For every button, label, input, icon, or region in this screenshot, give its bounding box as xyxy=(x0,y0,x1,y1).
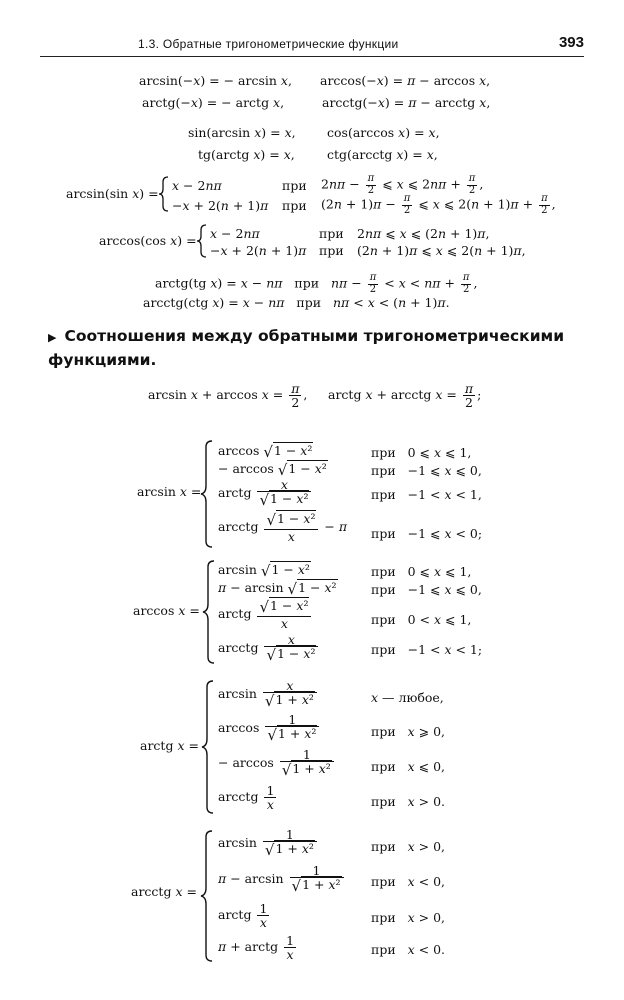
case-condition: при −1 ⩽ x ⩽ 0, xyxy=(371,582,482,597)
case-row: π − arcsin $\frac{1}{\text{√1 + x²}}$ xyxy=(218,864,346,895)
left-brace-icon xyxy=(158,176,170,212)
left-brace-icon xyxy=(202,560,216,664)
case-row: π − arcsin √1 − x² xyxy=(218,580,337,598)
page-number: 393 xyxy=(558,34,584,51)
case-row: arcsin $\frac{1}{\text{√1 + x²}}$ xyxy=(218,828,319,859)
case-row: arcsin √1 − x² xyxy=(218,562,310,580)
case-condition: (2n + 1)π ⩽ x ⩽ 2(n + 1)π, xyxy=(357,243,526,258)
case-row: arccos $\frac{1}{\text{√1 + x²}}$ xyxy=(218,713,321,744)
case-row: − arccos √1 − x² xyxy=(218,461,327,479)
case-condition: при x ⩾ 0, xyxy=(371,724,446,739)
case-row: arcctg $\frac{x}{\text{√1 − x²}}$ xyxy=(218,633,320,664)
formula-arcsin-plus-arccos: arcsin x + arccos x = $\frac{\pi}{2}$ , xyxy=(148,381,308,411)
case-condition: x — любое, xyxy=(371,690,444,705)
case-condition: при 0 ⩽ x ⩽ 1, xyxy=(371,445,472,460)
case-condition: при x > 0. xyxy=(371,794,446,809)
formula-arctg-tg: arctg(tg x) = x − nπ при nπ − $\frac{\pi}{2}$ < x < nπ + $\frac{\pi}{2}$ , xyxy=(155,272,478,295)
case-condition: при x > 0, xyxy=(371,839,446,854)
case-row: arctg $\frac{x}{\text{√1 − x²}}$ xyxy=(218,478,313,509)
section-heading-text: Соотношения между обратными тригонометрическими функциями. xyxy=(48,327,565,369)
case-condition: 2nπ − $\frac{\pi}{2}$ ⩽ x ⩽ 2nπ + $\frac{\pi}{2}$ , xyxy=(321,173,484,196)
case-condition: при −1 < x < 1, xyxy=(371,487,482,502)
case-condition: (2n + 1)π − $\frac{\pi}{2}$ ⩽ x ⩽ 2(n + 1)π + $\frac{\pi}{2}$ , xyxy=(321,193,556,216)
formula-arctg-odd: arctg(−x) = − arctg x, xyxy=(142,95,285,110)
formula-arcctg-neg: arcctg(−x) = π − arcctg x, xyxy=(322,95,491,110)
case-row: arccos √1 − x² xyxy=(218,443,313,461)
formula-arccos-cos-lhs: arccos(cos x) = xyxy=(99,233,197,248)
formula-arccos-neg: arccos(−x) = π − arccos x, xyxy=(320,73,491,88)
case-row: x − 2nπ xyxy=(210,226,260,241)
formula-arcctg-ctg: arcctg(ctg x) = x − nπ при nπ < x < (n + 1)π. xyxy=(143,295,450,310)
case-condition: при −1 ⩽ x ⩽ 0, xyxy=(371,463,482,478)
formula-arcsin-sin-lhs: arcsin(sin x) = xyxy=(66,186,159,201)
header-rule xyxy=(40,56,584,57)
formula-ctg-arcctg: ctg(arcctg x) = x, xyxy=(327,147,438,162)
left-brace-icon xyxy=(200,830,214,962)
running-title: 1.3. Обратные тригонометрические функции xyxy=(138,37,399,51)
section-heading xyxy=(48,325,588,371)
case-row: arcctg $\frac{1}{x}$ xyxy=(218,783,275,813)
formula-arctg-lhs: arctg x = xyxy=(140,738,199,753)
case-condition: при 0 ⩽ x ⩽ 1, xyxy=(371,564,472,579)
formula-sin-arcsin: sin(arcsin x) = x, xyxy=(188,125,296,140)
left-brace-icon xyxy=(200,440,214,548)
case-condition: при x ⩽ 0, xyxy=(371,759,446,774)
left-brace-icon xyxy=(196,224,208,258)
case-condition: при x < 0, xyxy=(371,874,446,889)
case-condition: при −1 ⩽ x < 0; xyxy=(371,526,483,541)
case-row: x − 2nπ xyxy=(172,178,222,193)
formula-tg-arctg: tg(arctg x) = x, xyxy=(198,147,295,162)
case-row: −x + 2(n + 1)π xyxy=(210,243,307,258)
case-condition: при −1 < x < 1; xyxy=(371,642,483,657)
case-row: arctg $\frac{\text{√1 − x²}}{x}$ xyxy=(218,599,313,630)
formula-cos-arccos: cos(arccos x) = x, xyxy=(327,125,440,140)
case-condition: при x < 0. xyxy=(371,942,446,957)
case-condition: при 0 < x ⩽ 1, xyxy=(371,612,472,627)
case-row: −x + 2(n + 1)π xyxy=(172,198,269,213)
case-condition: при xyxy=(282,198,307,213)
case-row: arctg $\frac{1}{x}$ xyxy=(218,901,268,931)
case-condition: 2nπ ⩽ x ⩽ (2n + 1)π, xyxy=(357,226,490,241)
case-condition: при xyxy=(282,178,307,193)
case-row: − arccos $\frac{1}{\text{√1 + x²}}$ xyxy=(218,748,336,779)
case-row: arcsin $\frac{x}{\text{√1 + x²}}$ xyxy=(218,679,319,710)
left-brace-icon xyxy=(201,680,215,814)
formula-arcsin-lhs: arcsin x = xyxy=(137,484,202,499)
formula-arctg-plus-arcctg: arctg x + arcctg x = $\frac{\pi}{2}$ ; xyxy=(328,381,482,411)
case-row: arcctg $\frac{\text{√1 − x²}}{x}$ − π xyxy=(218,511,348,544)
case-condition: при xyxy=(319,226,344,241)
formula-arcctg-lhs: arcctg x = xyxy=(131,884,197,899)
case-condition: при xyxy=(319,243,344,258)
running-header xyxy=(40,30,584,54)
formula-arcsin-odd: arcsin(−x) = − arcsin x, xyxy=(139,73,292,88)
triangle-bullet-icon: ▶ xyxy=(48,331,57,344)
case-row: π + arctg $\frac{1}{x}$ xyxy=(218,933,295,963)
formula-arccos-lhs: arccos x = xyxy=(133,603,200,618)
case-condition: при x > 0, xyxy=(371,910,446,925)
